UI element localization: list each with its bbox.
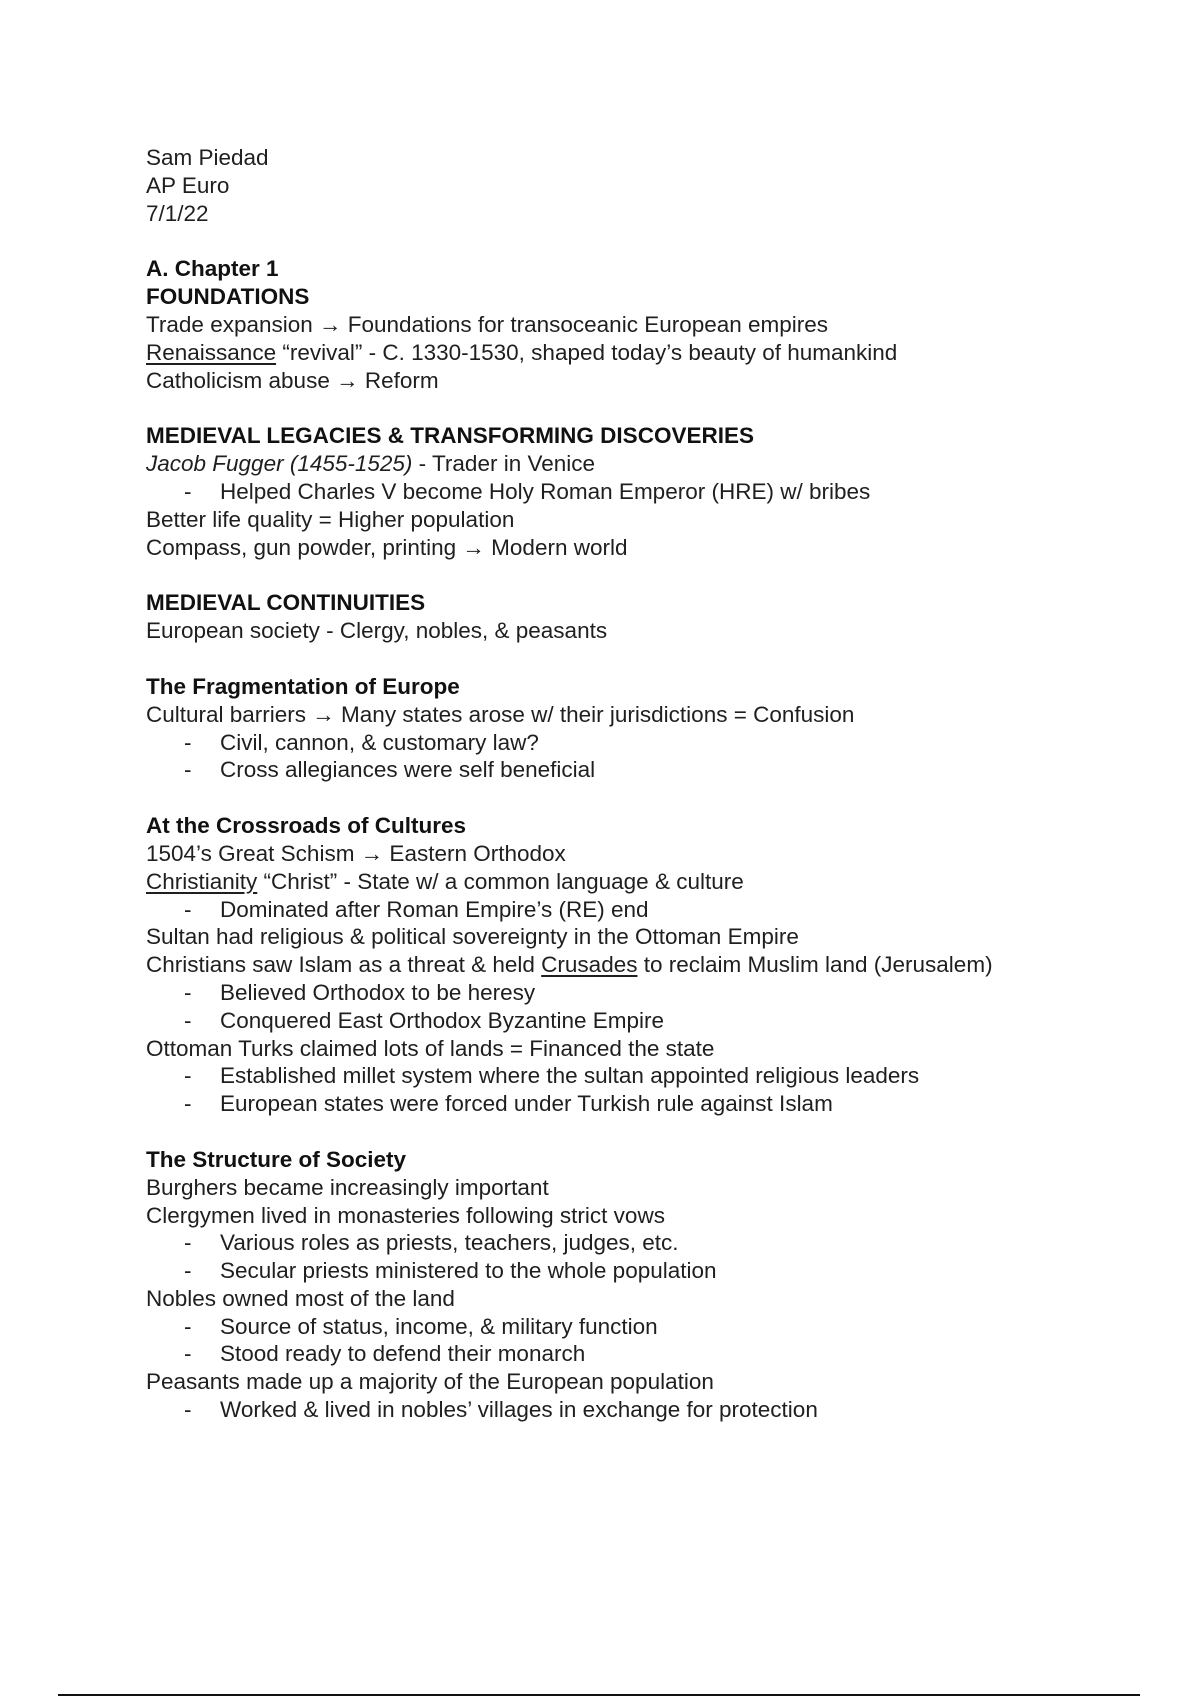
dash-marker: - [184, 896, 192, 922]
section-heading-foundations: FOUNDATIONS [146, 284, 310, 310]
note-line: Ottoman Turks claimed lots of lands = Financed the state [146, 1035, 715, 1061]
dash-marker: - [184, 1063, 192, 1089]
note-line: Nobles owned most of the land [146, 1285, 455, 1311]
note-line [146, 450, 1146, 478]
section-heading-fragmentation: The Fragmentation of Europe [146, 673, 460, 699]
italic-term: Jacob Fugger (1455-1525) [146, 451, 413, 477]
note-line: Trade expansion → Foundations for transoceanic European empires [146, 311, 829, 337]
note-line: Burghers became increasingly important [146, 1174, 549, 1200]
note-line: Better life quality = Higher population [146, 506, 515, 532]
note-line [146, 868, 1146, 896]
dash-marker: - [184, 729, 192, 755]
note-line: Compass, gun powder, printing → Modern world [146, 534, 628, 560]
bullet-text: Conquered East Orthodox Byzantine Empire [220, 1007, 664, 1033]
underlined-term: Christianity [146, 868, 258, 894]
bullet-text: Believed Orthodox to be heresy [220, 979, 536, 1005]
section-heading-structure: The Structure of Society [146, 1146, 407, 1172]
section-heading-medieval-continuities: MEDIEVAL CONTINUITIES [146, 590, 426, 616]
bullet-item [146, 1396, 1146, 1424]
bullet-item [146, 1313, 1146, 1341]
dash-marker: - [184, 1313, 192, 1339]
underlined-term: Crusades [541, 952, 638, 978]
note-line: Sultan had religious & political sovereignty in the Ottoman Empire [146, 924, 799, 950]
bullet-item [146, 979, 1146, 1007]
note-line: European society - Clergy, nobles, & peasants [146, 618, 608, 644]
note-text: “Christ” - State w/ a common language & culture [257, 868, 744, 894]
section-heading-medieval-legacies: MEDIEVAL LEGACIES & TRANSFORMING DISCOVERIES [146, 423, 754, 449]
dash-marker: - [184, 1091, 192, 1117]
note-line: Catholicism abuse → Reform [146, 367, 439, 393]
note-line: Peasants made up a majority of the European population [146, 1369, 714, 1395]
bullet-text: Various roles as priests, teachers, judges, etc. [220, 1230, 679, 1256]
bullet-text: Helped Charles V become Holy Roman Emperor (HRE) w/ bribes [220, 478, 871, 504]
note-line: Cultural barriers → Many states arose w/ their jurisdictions = Confusion [146, 701, 855, 727]
note-line [146, 339, 1146, 367]
bullet-text: Source of status, income, & military function [220, 1313, 658, 1339]
bullet-text: European states were forced under Turkish rule against Islam [220, 1091, 833, 1117]
bullet-text: Worked & lived in nobles’ villages in exchange for protection [220, 1397, 818, 1423]
notes-body [146, 144, 1146, 1424]
bullet-item [146, 729, 1146, 757]
note-line: Clergymen lived in monasteries following strict vows [146, 1202, 665, 1228]
bullet-item [146, 1340, 1146, 1368]
dash-marker: - [184, 979, 192, 1005]
bullet-text: Secular priests ministered to the whole population [220, 1258, 717, 1284]
underlined-term: Renaissance [146, 339, 277, 365]
bullet-item [146, 478, 1146, 506]
note-line: 1504’s Great Schism → Eastern Orthodox [146, 840, 566, 866]
note-date: 7/1/22 [146, 200, 209, 226]
note-text: - Trader in Venice [412, 451, 596, 477]
note-text: Christians saw Islam as a threat & held [146, 952, 542, 978]
section-heading-crossroads: At the Crossroads of Cultures [146, 813, 467, 839]
bullet-item [146, 896, 1146, 924]
dash-marker: - [184, 478, 192, 504]
bullet-text: Cross allegiances were self beneficial [220, 757, 596, 783]
bullet-item [146, 1229, 1146, 1257]
bullet-item [146, 756, 1146, 784]
course-name: AP Euro [146, 172, 230, 198]
bullet-item [146, 1257, 1146, 1285]
dash-marker: - [184, 1258, 192, 1284]
dash-marker: - [184, 1230, 192, 1256]
bullet-item [146, 1090, 1146, 1118]
dash-marker: - [184, 1341, 192, 1367]
bullet-text: Civil, cannon, & customary law? [220, 729, 539, 755]
dash-marker: - [184, 1007, 192, 1033]
note-text: to reclaim Muslim land (Jerusalem) [637, 952, 993, 978]
dash-marker: - [184, 757, 192, 783]
bullet-item [146, 1062, 1146, 1090]
bullet-text: Stood ready to defend their monarch [220, 1341, 586, 1367]
note-line [146, 951, 1146, 979]
bullet-text: Dominated after Roman Empire’s (RE) end [220, 896, 649, 922]
bullet-text: Established millet system where the sultan appointed religious leaders [220, 1063, 920, 1089]
author-name: Sam Piedad [146, 145, 269, 170]
dash-marker: - [184, 1397, 192, 1423]
bullet-item [146, 1007, 1146, 1035]
chapter-title: A. Chapter 1 [146, 256, 279, 282]
note-text: “revival” - C. 1330-1530, shaped today’s beauty of humankind [276, 339, 898, 365]
bottom-divider [58, 1694, 1140, 1696]
